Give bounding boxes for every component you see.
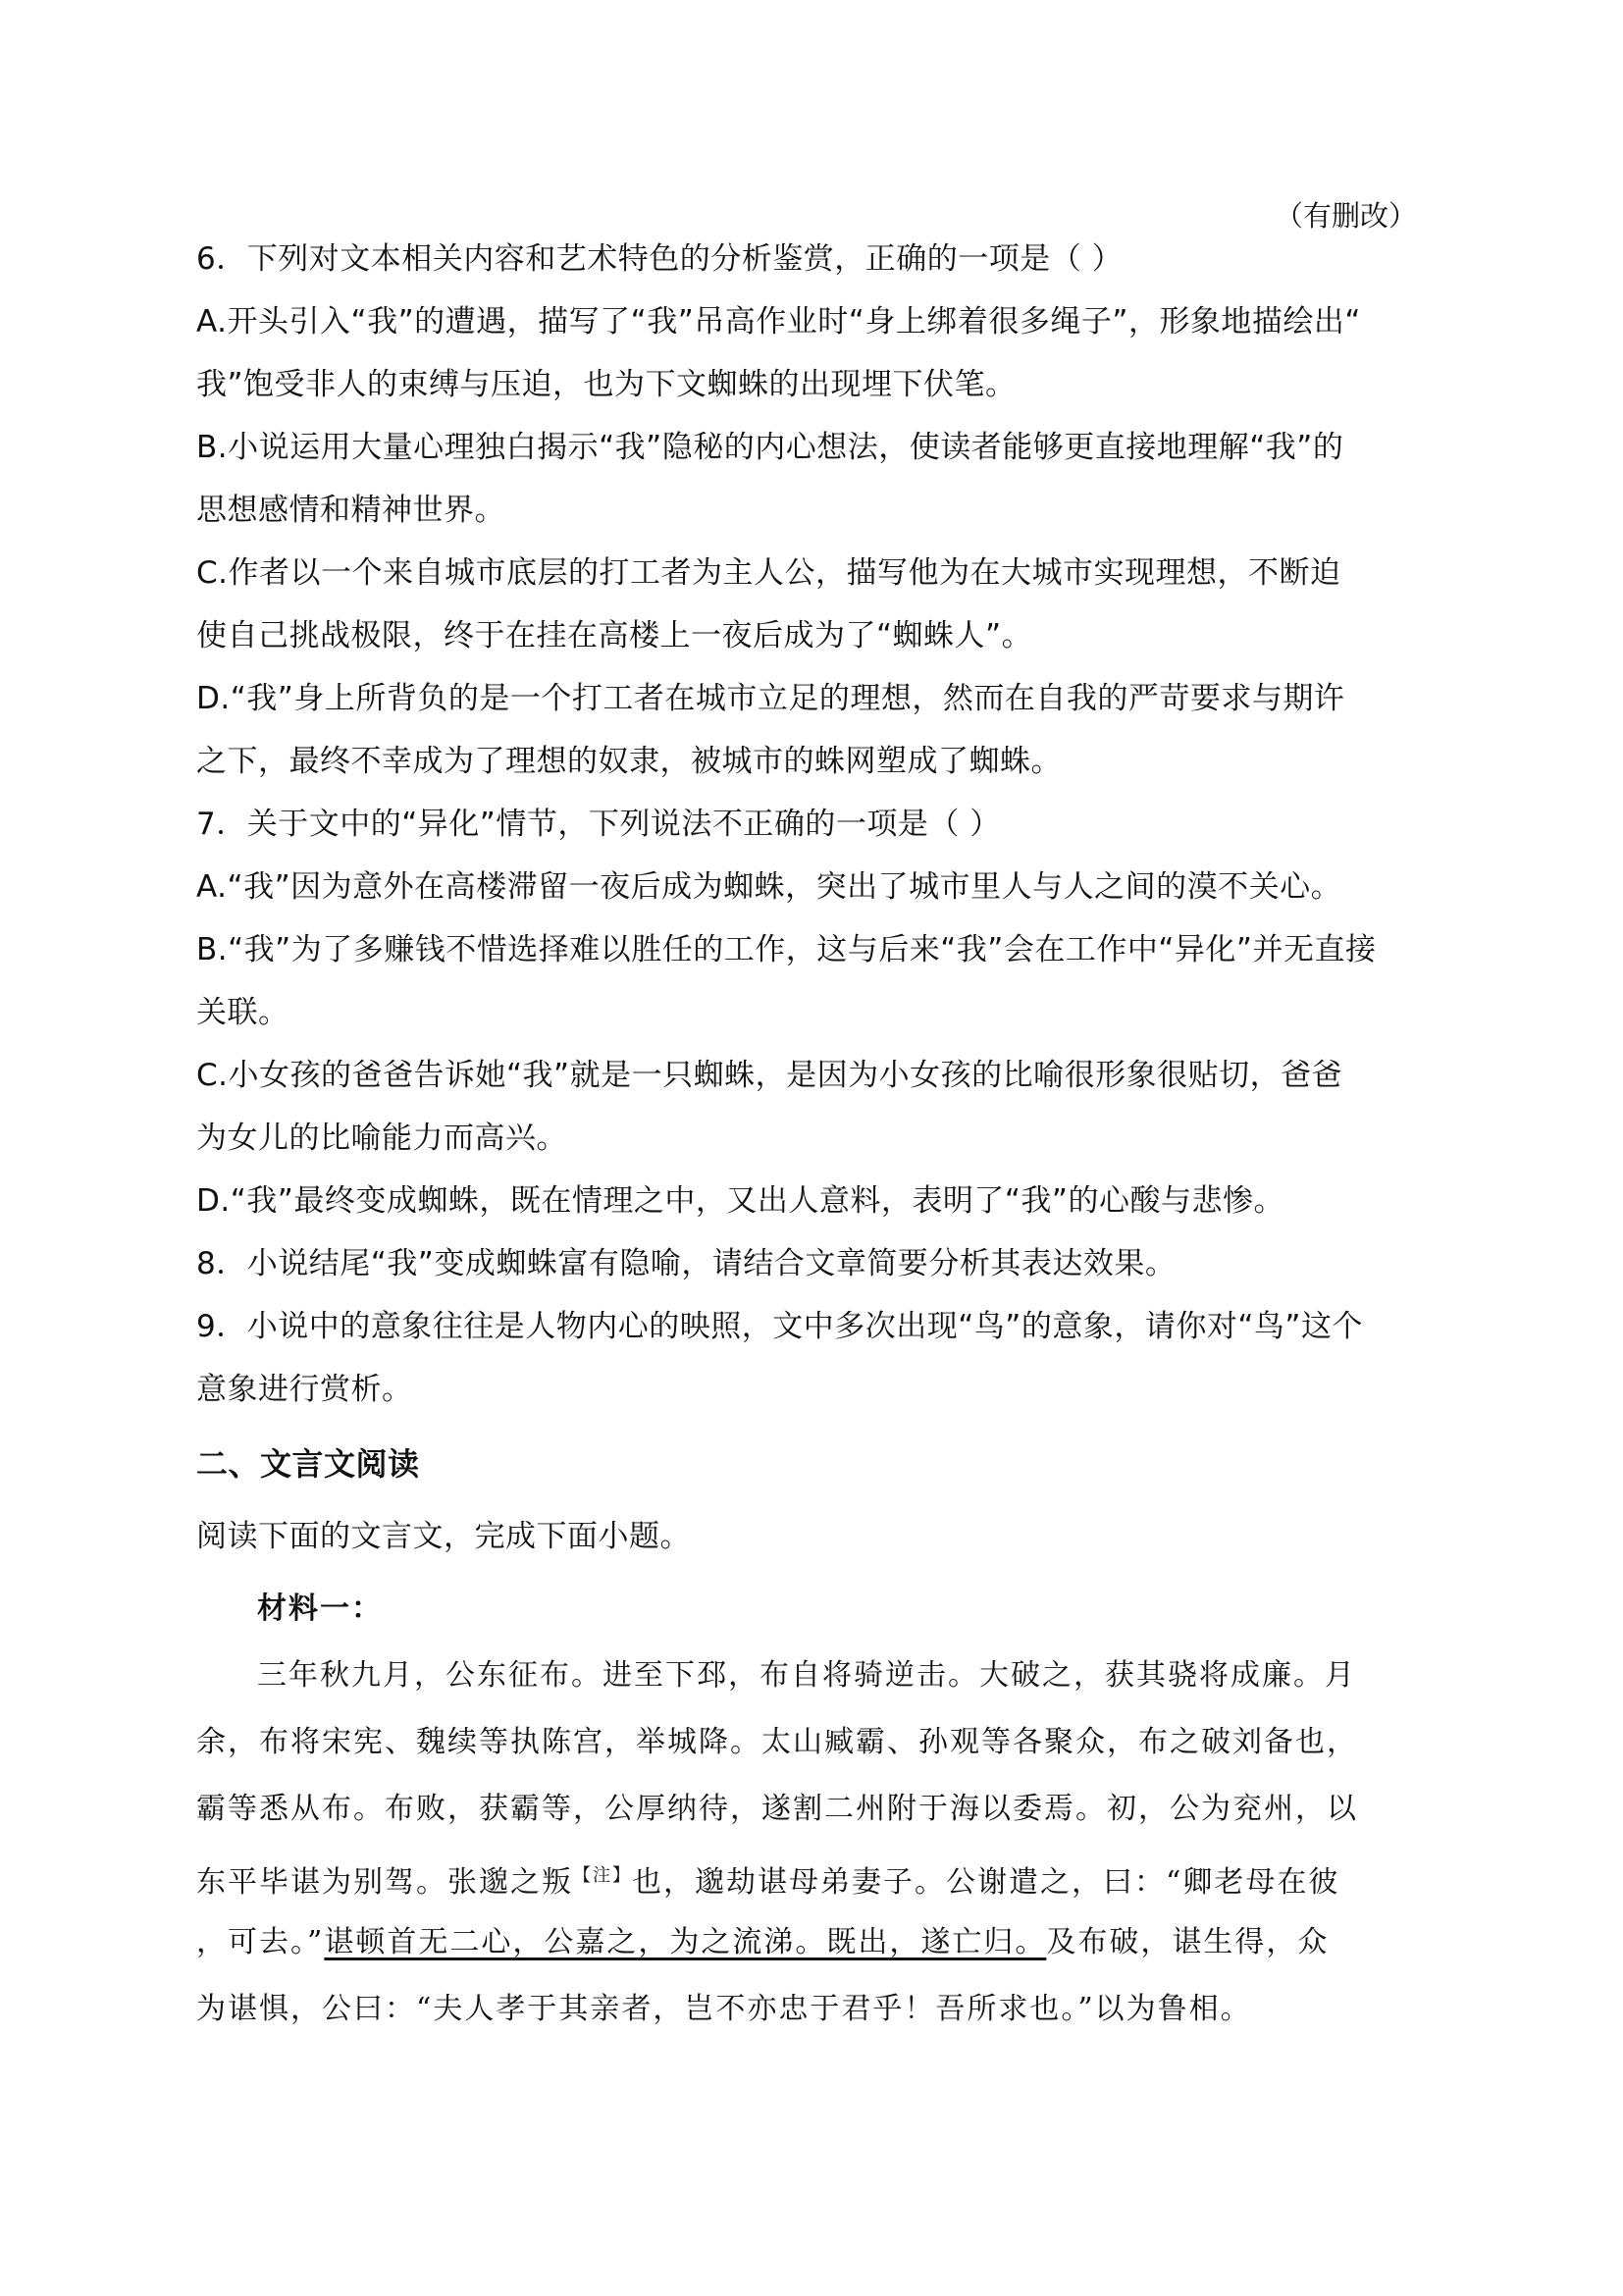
classical-text-line-5-part-1: ，可去。” [196,1925,325,1959]
classical-text-line-3: 霸等悉从布。布败，获霸等，公厚纳待，遂割二州附于海以委焉。初，公为兖州，以 [196,1792,1358,1826]
question-6-option-c-line-1: C.作者以一个来自城市底层的打工者为主人公，描写他为在大城市实现理想，不断迫 [196,555,1341,591]
question-6-option-b-line-2: 思想感情和精神世界。 [196,493,505,528]
question-7-option-d-line-1: D.“我”最终变成蜘蛛，既在情理之中，又出人意料，表明了“我”的心酸与悲惨。 [196,1183,1284,1219]
question-6-option-d-line-2: 之下，最终不幸成为了理想的奴隶，被城市的蛛网塑成了蜘蛛。 [196,744,1062,779]
classical-text-line-2: 余，布将宋宪、魏续等执陈宫，举城降。太山臧霸、孙观等各聚众，布之破刘备也， [196,1725,1358,1759]
question-6-option-b-line-1: B.小说运用大量心理独白揭示“我”隐秘的内心想法，使读者能够更直接地理解“我”的 [196,430,1344,465]
question-6-option-a-line-2: 我”饱受非人的束缚与压迫，也为下文蜘蛛的出现埋下伏笔。 [196,367,1017,402]
question-9-line-1: 9．小说中的意象往往是人物内心的映照，文中多次出现“鸟”的意象，请你对“鸟”这个 [196,1309,1363,1344]
question-7-option-c-line-2: 为女儿的比喻能力而高兴。 [196,1121,567,1156]
section-2-heading: 二、文言文阅读 [196,1445,420,1483]
section-2-instruction: 阅读下面的文言文，完成下面小题。 [196,1519,691,1554]
material-1-label: 材料一： [257,1592,383,1626]
question-8-stem: 8．小说结尾“我”变成蜘蛛富有隐喻，请结合文章简要分析其表达效果。 [196,1246,1177,1281]
classical-text-line-4-part-2: 也，邈劫谌母弟妻子。公谢遣之，曰：“卿老母在彼 [632,1865,1340,1900]
classical-text-line-6: 为谌惧，公曰：“夫人孝于其亲者，岂不亦忠于君乎！吾所求也。”以为鲁相。 [196,1992,1252,2026]
source-note: （有删改） [1274,199,1417,233]
classical-text-line-5-part-2: 及布破，谌生得，众 [1046,1925,1330,1959]
classical-text-line-5 [196,1923,1329,1962]
classical-text-line-1: 三年秋九月，公东征布。进至下邳，布自将骑逆击。大破之，获其骁将成廉。月 [257,1658,1356,1693]
question-7-option-c-line-1: C.小女孩的爸爸告诉她“我”就是一只蜘蛛，是因为小女孩的比喻很形象很贴切，爸爸 [196,1058,1343,1093]
question-7-option-b-line-1: B.“我”为了多赚钱不惜选择难以胜任的工作，这与后来“我”会在工作中“异化”并无直接 [196,932,1377,967]
question-6-option-c-line-2: 使自己挑战极限，终于在挂在高楼上一夜后成为了“蜘蛛人”。 [196,618,1033,653]
question-7-stem: 7．关于文中的“异化”情节，下列说法不正确的一项是（ ） [196,807,1001,842]
question-9-line-2: 意象进行赏析。 [196,1372,413,1407]
question-7-option-a-line-1: A.“我”因为意外在高楼滞留一夜后成为蜘蛛，突出了城市里人与人之间的漠不关心。 [196,869,1342,905]
question-6-option-a-line-1: A.开头引入“我”的遭遇，描写了“我”吊高作业时“身上绑着很多绳子”，形象地描绘出“ [196,304,1361,339]
question-6-stem: 6．下列对文本相关内容和艺术特色的分析鉴赏，正确的一项是（ ） [196,241,1124,277]
classical-text-line-4 [196,1856,1339,1903]
annotation-marker: 【注】 [573,1865,632,1886]
question-6-option-d-line-1: D.“我”身上所背负的是一个打工者在城市立足的理想，然而在自我的严苛要求与期许 [196,681,1345,716]
question-7-option-b-line-2: 关联。 [196,995,289,1030]
classical-text-line-4-part-1: 东平毕谌为别驾。张邈之叛 [196,1865,573,1900]
underlined-sentence: 谌顿首无二心，公嘉之，为之流涕。既出，遂亡归。 [324,1925,1047,1959]
